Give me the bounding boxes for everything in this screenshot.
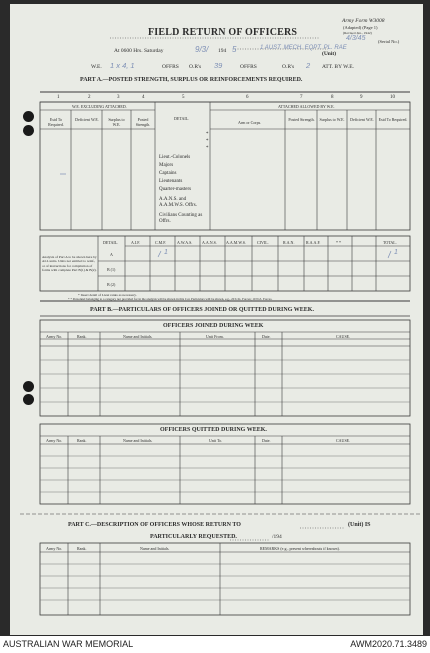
analysis-col-header: TOTAL. [383, 240, 397, 245]
right-col-header: Estd To Required. [378, 117, 408, 122]
right-col-header: Posted Strength. [288, 117, 315, 122]
at-line-label: At 0600 Hrs. Saturday [114, 48, 164, 54]
analysis-col-header: A.A.N.S. [202, 240, 217, 245]
ors-label: O.R's [189, 64, 202, 70]
we-offrs-handwritten: 1 x 4, 1 [110, 61, 135, 70]
serial-label: (Serial No.) [378, 39, 400, 44]
analysis-col-header: A.W.A.S. [177, 240, 193, 245]
att-label: ATT. BY W.E. [322, 64, 354, 70]
quitted-col-header: Name and Initials. [123, 438, 153, 443]
quitted-col-header: Date. [262, 438, 271, 443]
joined-col-header: Army No. [46, 334, 63, 339]
analysis-col-header: R.A.A.F. [306, 240, 321, 245]
col-number: 9 [360, 95, 363, 100]
detail-header: DETAIL. [174, 116, 190, 121]
analysis-total-handwritten: 1 [394, 249, 398, 256]
detail-star: * [206, 139, 209, 144]
rank-label: Quarter-masters [159, 187, 192, 192]
group-right-header: ATTACHED ALLOWED BY W.E. [278, 104, 335, 109]
part-b-heading: PART B.—PARTICULARS OF OFFICERS JOINED OR QUITTED DURING WEEK. [90, 307, 314, 313]
offrs-label: OFFRS [162, 64, 179, 70]
col-number: 6 [246, 95, 249, 100]
archive-name: AUSTRALIAN WAR MEMORIAL [3, 639, 134, 649]
col-number: 4 [142, 95, 145, 100]
form-revised: (Revised Jan., 1942) [343, 31, 372, 35]
archive-footer [0, 636, 430, 653]
detail-star: * [206, 132, 209, 137]
analysis-row-label: B (1) [107, 267, 116, 272]
part-c-col-header: REMARKS (e.g., present whereabouts if known). [260, 546, 340, 551]
analysis-col-header: * * [336, 240, 341, 245]
we-label: W.E. [91, 64, 102, 70]
rank-label: Lieut.-Colonels [159, 155, 191, 160]
right-col-header: Surplus to W.E. [319, 117, 345, 122]
quitted-col-header: CAUSE. [336, 438, 351, 443]
form-sheet [10, 4, 423, 635]
analysis-note: Analysis of Part A to be shown here by ALL units. Units not entitled to reinf., or of instructions for compilation of forms with complete Part B(1) & B(2). [42, 255, 97, 272]
joined-col-header: Name and Initials. [123, 334, 153, 339]
quitted-col-header: Army No. [46, 438, 63, 443]
quitted-col-header: Unit To. [209, 438, 223, 443]
part-c-col-header: Name and Initials. [140, 546, 170, 551]
year-prefix: 194 [218, 48, 227, 54]
rank-label: Captains [159, 171, 177, 176]
col-number: 1 [57, 95, 60, 100]
quitted-title: OFFICERS QUITTED DURING WEEK. [160, 427, 267, 433]
punch-hole [23, 394, 34, 405]
col-number: 5 [182, 95, 185, 100]
unit-label: (Unit) [322, 51, 337, 57]
quitted-col-header: Rank. [77, 438, 87, 443]
analysis-col-header: A.A.M.W.S. [226, 240, 246, 245]
right-col-header: Deficient W.E. [350, 117, 374, 122]
part-c-year: /194 [272, 534, 282, 540]
punch-hole [23, 381, 34, 392]
part-c-heading-2: PARTICULARLY REQUESTED. [150, 534, 237, 540]
analysis-row-label: DETAIL. [103, 240, 119, 245]
joined-title: OFFICERS JOINED DURING WEEK [163, 323, 264, 329]
left-col-header: Deficient W.E. [75, 117, 99, 122]
analysis-col-header: CIVIL. [257, 240, 269, 245]
analysis-row-label: B (2) [107, 282, 116, 287]
footnote-2: * * Personnel belonging to a category not provided for in the analysis will be shown in this Col. Particulars will be shown, e.g., 20 U.K. Forces; 10 N.Z. Forces. [68, 297, 273, 301]
offrs2-label: OFFRS [240, 64, 257, 70]
left-col-header: Posted Strength. [135, 117, 151, 127]
analysis-col-header: R.A.N. [283, 240, 295, 245]
archive-id: AWM2020.71.3489 [350, 639, 427, 649]
part-a-heading: PART A.—POSTED STRENGTH, SURPLUS OR REINFORCEMENTS REQUIRED. [80, 77, 303, 83]
part-c-unit-is: (Unit) IS [348, 522, 371, 528]
form-title: FIELD RETURN OF OFFICERS [148, 27, 298, 38]
joined-col-header: CAUSE. [336, 334, 351, 339]
footnote-1: * Insert detail of Lieut ranks as necessary. [78, 293, 137, 297]
analysis-col-header: A.I.F. [131, 240, 141, 245]
rank-label: Lieutenants [159, 179, 183, 184]
joined-col-header: Date. [262, 334, 271, 339]
detail-star: * [206, 146, 209, 151]
right-col-header: Arm or Corps. [238, 120, 262, 125]
col-number: 2 [88, 95, 91, 100]
we-ors-handwritten: 39 [214, 61, 223, 70]
rank-label: A.A.N.S. and A.A.M.W.S. Offrs. [159, 197, 197, 208]
joined-col-header: Unit From. [206, 334, 224, 339]
punch-hole [23, 125, 34, 136]
part-c-col-header: Rank. [77, 546, 87, 551]
rank-label: Majors [159, 163, 174, 168]
form-number: Army Form W3008 [342, 18, 385, 24]
analysis-row-label: A [110, 252, 113, 257]
date-handwritten: 9/3/ [195, 45, 209, 54]
analysis-col-header: C.M.F. [155, 240, 167, 245]
left-col-header: Estd To Required. [48, 117, 64, 127]
unit-handwritten: 1 AUST. MECH. EQPT. PL. RAE [260, 45, 347, 51]
year-handwritten: 5 [232, 45, 237, 54]
col-number: 3 [117, 95, 120, 100]
part-c-col-header: Army No. [46, 546, 63, 551]
punch-hole [23, 111, 34, 122]
joined-col-header: Rank. [77, 334, 87, 339]
col-number: 10 [390, 95, 395, 100]
ors2-label: O.R's [282, 64, 295, 70]
rank-label: Civilians Counting as Offrs. [159, 213, 203, 224]
left-col-header: Surplus to W.E. [108, 117, 125, 127]
group-left-header: W.E. EXCLUDING ATTACHED. [72, 104, 127, 109]
col-number: 7 [300, 95, 303, 100]
form-adapted: (Adapted) (Page 1) [343, 25, 378, 30]
offrs2-handwritten: 2 [306, 61, 311, 70]
col-number: 8 [331, 95, 334, 100]
analysis-aif-handwritten: 1 [164, 249, 168, 256]
part-c-heading: PART C.—DESCRIPTION OF OFFICERS WHOSE RETURN TO [68, 522, 241, 528]
serial-handwritten: 4/3/45 [346, 35, 366, 42]
